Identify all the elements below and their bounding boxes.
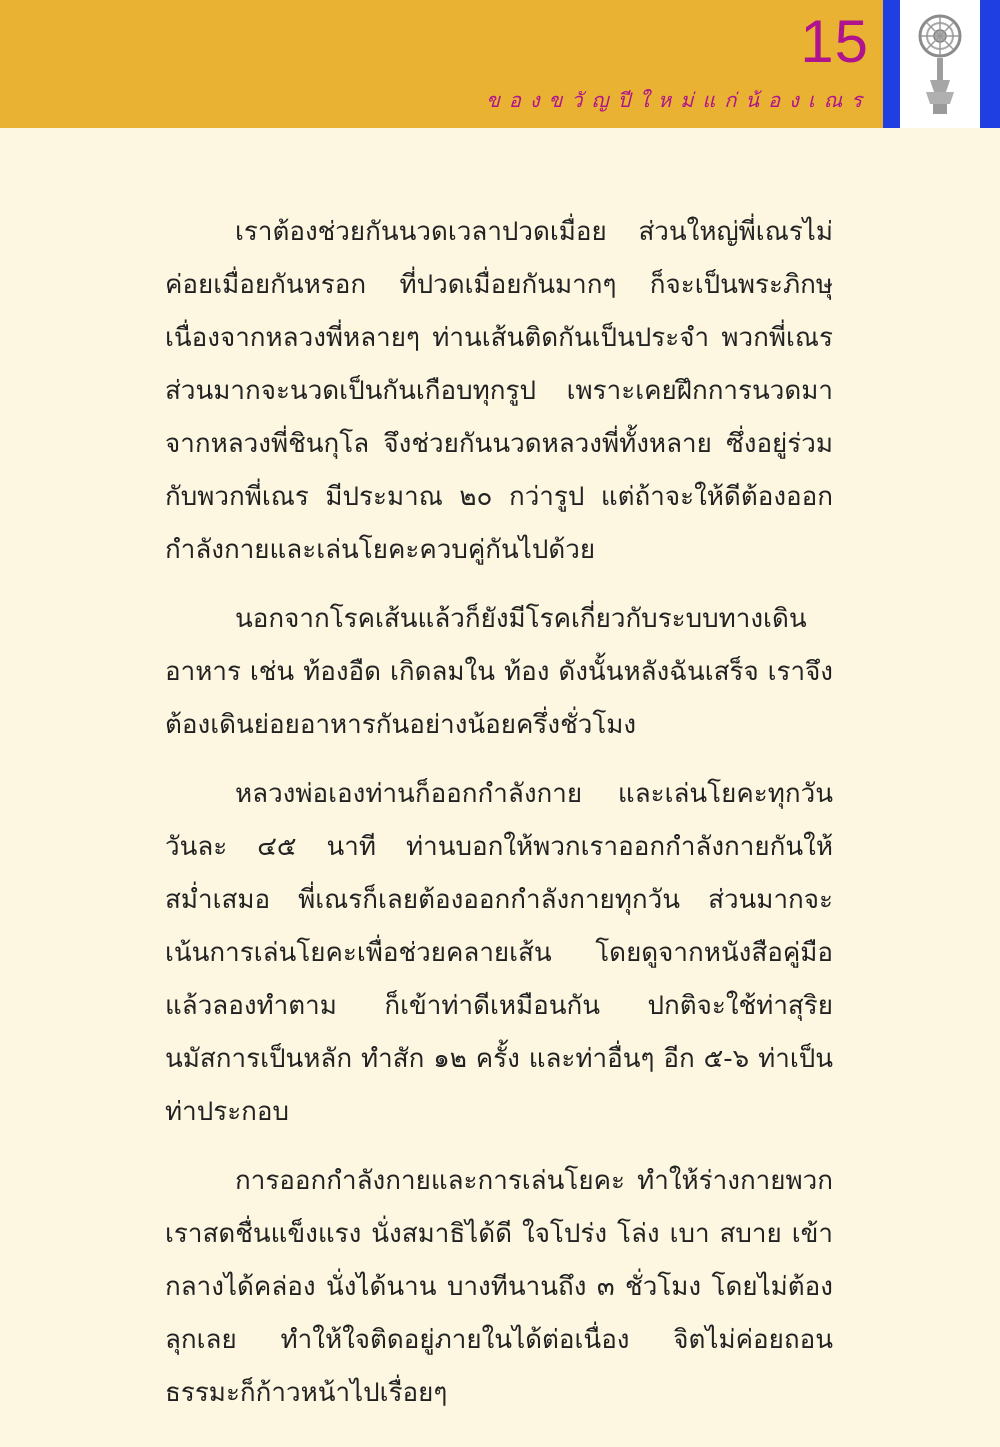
paragraph: หลวงพ่อเองท่านก็ออกกำลังกาย และเล่นโยคะทุกวัน วันละ ๔๕ นาที ท่านบอกให้พวกเราออกกำลังกายกันให้สม่ำเสมอ พี่เณรก็เลยต้องออกกำลังกายทุกวัน ส่วนมากจะเน้นการเล่นโยคะเพื่อช่วยคลายเส้น โดยดูจากหนังสือคู่มือแล้วลองทำตาม ก็เข้าท่าดีเหมือนกัน ปกติจะใช้ท่าสุริยนมัสการเป็นหลัก ทำสัก ๑๒ ครั้ง และท่าอื่นๆ อีก ๕-๖ ท่าเป็นท่าประกอบ [165, 779, 833, 1127]
emblem-panel [900, 0, 980, 128]
body-text [165, 206, 833, 1436]
paragraph: การออกกำลังกายและการเล่นโยคะ ทำให้ร่างกายพวกเราสดชื่นแข็งแรง นั่งสมาธิได้ดี ใจโปร่ง โล่ง เบา สบาย เข้ากลางได้คล่อง นั่งได้นาน บางทีนานถึง ๓ ชั่วโมง โดยไม่ต้องลุกเลย ทำให้ใจติดอยู่ภายในได้ต่อเนื่อง จิตไม่ค่อยถอน ธรรมะก็ก้าวหน้าไปเรื่อยๆ [165, 1166, 833, 1408]
paragraph: นอกจากโรคเส้นแล้วก็ยังมีโรคเกี่ยวกับระบบทางเดินอาหาร เช่น ท้องอืด เกิดลมใน ท้อง ดังนั้นหลังฉันเสร็จ เราจึงต้องเดินย่อยอาหารกันอย่างน้อยครึ่งชั่วโมง [165, 604, 833, 740]
blue-stripe-right [980, 0, 1000, 128]
page-number: 15 [800, 8, 869, 75]
dharma-wheel-emblem-icon [900, 0, 980, 128]
running-title: ของขวัญปีใหม่แก่น้องเณร [486, 88, 871, 112]
blue-stripe-left [883, 0, 900, 128]
header-band [0, 0, 883, 128]
paragraph: เราต้องช่วยกันนวดเวลาปวดเมื่อย ส่วนใหญ่พี่เณรไม่ค่อยเมื่อยกันหรอก ที่ปวดเมื่อยกันมากๆ ก็จะเป็นพระภิกษุ เนื่องจากหลวงพี่หลายๆ ท่านเส้นติดกันเป็นประจำ พวกพี่เณรส่วนมากจะนวดเป็นกันเกือบทุกรูป เพราะเคยฝึกการนวดมาจากหลวงพี่ชินกุโล จึงช่วยกันนวดหลวงพี่ทั้งหลาย ซึ่งอยู่ร่วมกับพวกพี่เณร มีประมาณ ๒๐ กว่ารูป แต่ถ้าจะให้ดีต้องออกกำลังกายและเล่นโยคะควบคู่กันไปด้วย [165, 217, 833, 565]
